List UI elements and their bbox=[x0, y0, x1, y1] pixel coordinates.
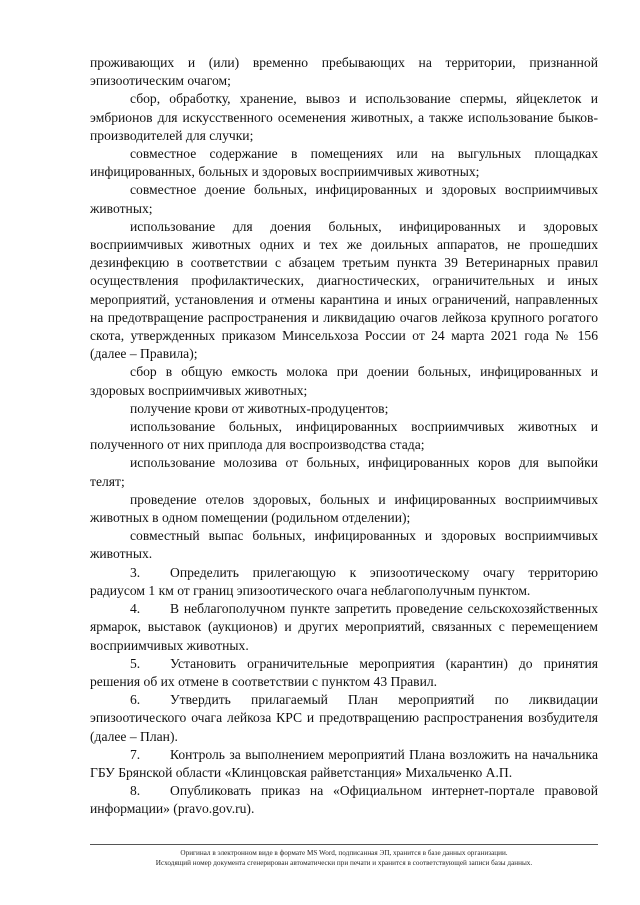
item-number: 7. bbox=[130, 746, 141, 762]
paragraph-2: совместное содержание в помещениях или на выгульных площадках инфицированных, больных и здоровых восприимчивых животных; bbox=[90, 146, 598, 180]
paragraph-9: проведение отелов здоровых, больных и инфицированных восприимчивых животных в одном помещении (родильном отделении); bbox=[90, 491, 598, 526]
item-number: 5. bbox=[130, 655, 141, 671]
footer-line-1: Оригинал в электронном виде в формате MS Word, подписанная ЭП, хранится в базе данных организации. bbox=[180, 849, 508, 857]
paragraph-4: использование для доения больных, инфицированных и здоровых восприимчивых животных одних и тех же доильных аппаратов, не прошедших дезинфекцию в соответствии с абзацем третьим пункта 39 Ветеринарных правил осуществления профилактических, диагностических, ограничительных и иных мероприятий, установления и отмены карантина и иных ограничений, направленных на предотвращение распространения и ликвидацию очагов лейкоза крупного рогатого скота, утвержденных приказом Минсельхоза России от 24 марта 2021 года № 156 (далее – Правила); bbox=[90, 218, 598, 362]
numbered-item-5 bbox=[90, 655, 598, 691]
document-footer bbox=[90, 848, 598, 868]
footer-line-2: Исходящий номер документа сгенерирован автоматически при печати и хранится в соответствующей записи базы данных. bbox=[155, 859, 533, 867]
paragraph-7: использование больных, инфицированных восприимчивых животных и полученного от них приплода для воспроизводства стада; bbox=[90, 419, 598, 453]
numbered-item-6 bbox=[90, 691, 598, 746]
item-number: 4. bbox=[130, 601, 141, 617]
item-number: 3. bbox=[130, 564, 141, 580]
item-text: В неблагополучном пункте запретить проведение сельскохозяйственных ярмарок, выставок (аукционов) и других мероприятий, связанных с перемещением восприимчивых животных. bbox=[90, 601, 598, 653]
numbered-item-8 bbox=[90, 782, 598, 818]
paragraph-6: получение крови от животных-продуцентов; bbox=[130, 400, 389, 416]
paragraph-0: проживающих и (или) временно пребывающих на территории, признанной эпизоотическим очагом; bbox=[90, 55, 598, 89]
paragraph-5: сбор в общую емкость молока при доении больных, инфицированных и здоровых восприимчивых животных; bbox=[90, 364, 598, 398]
item-text: Утвердить прилагаемый План мероприятий по ликвидации эпизоотического очага лейкоза КРС и предотвращению распространения возбудителя (далее – План). bbox=[90, 692, 598, 744]
item-text: Контроль за выполнением мероприятий Плана возложить на начальника ГБУ Брянской области «Клинцовская райветстанция» Михальченко А.П. bbox=[90, 746, 598, 780]
numbered-item-7 bbox=[90, 746, 598, 782]
item-number: 6. bbox=[130, 692, 141, 708]
paragraph-10: совместный выпас больных, инфицированных и здоровых восприимчивых животных. bbox=[90, 528, 598, 562]
item-text: Определить прилегающую к эпизоотическому очагу территорию радиусом 1 км от границ эпизоотического очага неблагополучным пунктом. bbox=[90, 564, 598, 598]
paragraph-8: использование молозива от больных, инфицированных коров для выпойки телят; bbox=[90, 455, 598, 489]
footer-divider bbox=[90, 844, 598, 845]
paragraph-1: сбор, обработку, хранение, вывоз и использование спермы, яйцеклеток и эмбрионов для искусственного осеменения животных, а также использование быков-производителей для случки; bbox=[90, 91, 598, 143]
numbered-item-3 bbox=[90, 564, 598, 600]
item-text: Установить ограничительные мероприятия (карантин) до принятия решения об их отмене в соответствии с пунктом 43 Правил. bbox=[90, 655, 598, 689]
item-text: Опубликовать приказ на «Официальном интернет-портале правовой информации» (pravo.gov.ru). bbox=[90, 783, 598, 817]
item-number: 8. bbox=[130, 783, 141, 799]
paragraph-3: совместное доение больных, инфицированных и здоровых восприимчивых животных; bbox=[90, 182, 598, 216]
numbered-item-4 bbox=[90, 600, 598, 655]
document-body bbox=[90, 54, 598, 819]
